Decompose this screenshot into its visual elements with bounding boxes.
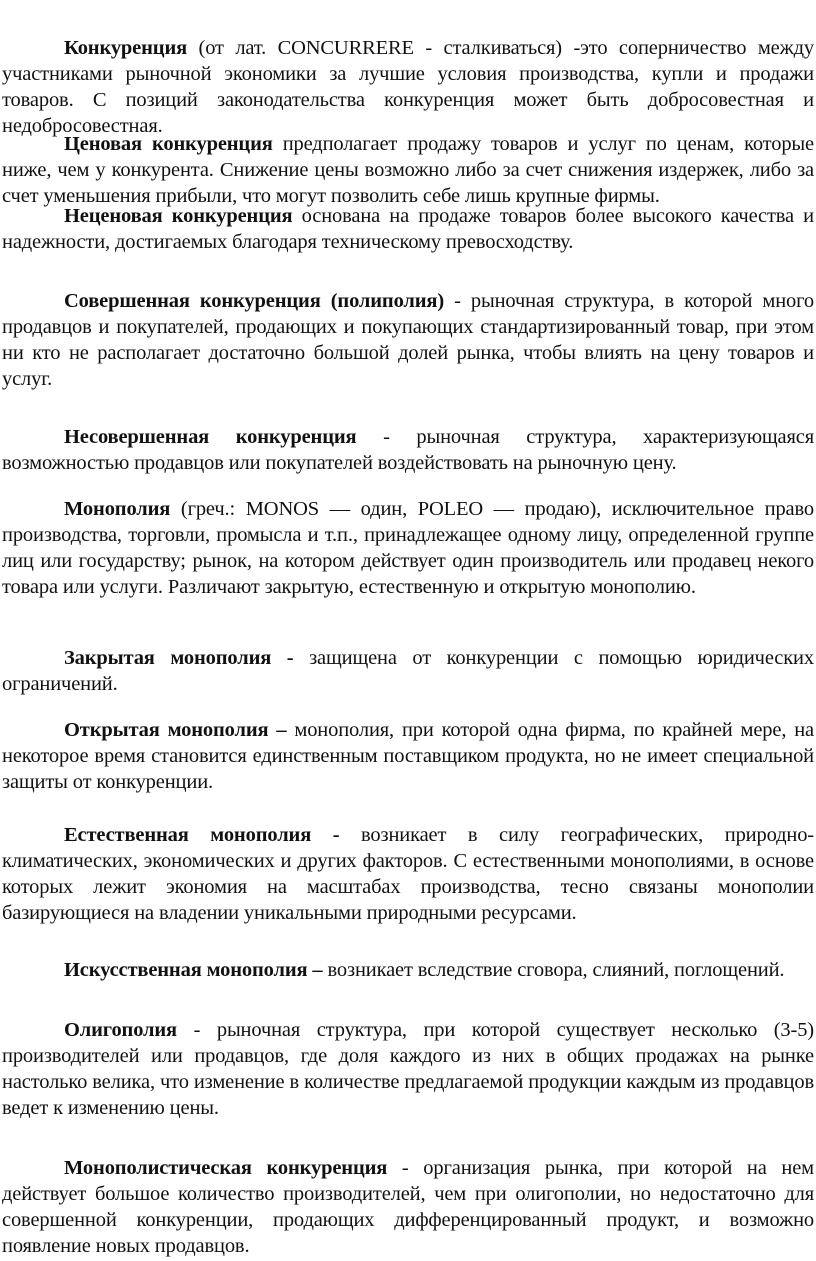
term-competition: Конкуренция — [64, 37, 188, 59]
term-monopoly: Монополия — [64, 498, 171, 520]
term-imperfect-competition: Несовершенная конкуренция — [64, 426, 357, 448]
paragraph-artificial-monopoly — [2, 957, 814, 983]
term-perfect-competition: Совершенная конкуренция (полиполия) — [64, 290, 445, 312]
paragraph-competition — [2, 35, 814, 139]
paragraph-closed-monopoly — [2, 645, 814, 697]
definition-monopoly: (греч.: MONOS — один, POLEO — продаю), исключительное право производства, торговли, промысла и т.п., принадлежащее одному лицу, определенной группе лиц или государству; рынок, на котором действует один производитель или продавец некого товара или услуги. Различают закрытую, естественную и открытую монополию. — [2, 498, 814, 598]
paragraph-natural-monopoly — [2, 822, 814, 926]
definition-oligopoly: - рыночная структура, при которой существует несколько (3-5) производителей или продавцов, где доля каждого из них в общих продажах на рынке настолько велика, что изменение в количестве предлагаемой продукции каждым из продавцов ведет к изменению цены. — [2, 1019, 814, 1119]
paragraph-oligopoly — [2, 1017, 814, 1121]
paragraph-monopoly — [2, 496, 814, 600]
definition-price-competition: предполагает продажу товаров и услуг по ценам, которые ниже, чем у конкурента. Снижение цены возможно либо за счет снижения издержек, либо за счет уменьшения прибыли, что могут позволить себе лишь крупные фирмы. — [2, 133, 814, 207]
paragraph-open-monopoly — [2, 717, 814, 795]
term-price-competition: Ценовая конкуренция — [64, 133, 273, 155]
paragraph-price-competition — [2, 131, 814, 209]
term-natural-monopoly: Естественная монополия - — [64, 824, 340, 846]
definition-natural-monopoly: возникает в силу географических, природно-климатических, экономических и других факторов. С естественными монополиями, в основе которых лежит экономия на масштабах производства, тесно связаны монополии базирующиеся на владении уникальными природными ресурсами. — [2, 824, 814, 924]
definition-imperfect-competition: - рыночная структура, характеризующаяся возможностью продавцов или покупателей воздействовать на рыночную цену. — [2, 426, 814, 474]
definition-artificial-monopoly: возникает вследствие сговора, слияний, поглощений. — [322, 959, 785, 981]
paragraph-non-price-competition — [2, 203, 814, 255]
definition-monopolistic-competition: - организация рынка, при которой на нем действует большое количество производителей, чем при олигополии, но недостаточно для совершенной конкуренции, продающих дифференцированный продукт, и возможно появление новых продавцов. — [2, 1157, 814, 1257]
paragraph-imperfect-competition — [2, 424, 814, 476]
paragraph-perfect-competition — [2, 288, 814, 392]
definition-non-price-competition: основана на продаже товаров более высокого качества и надежности, достигаемых благодаря техническому превосходству. — [2, 205, 814, 253]
definition-competition: (от лат. CONCURRERE - сталкиваться) -это соперничество между участниками рыночной экономики за лучшие условия производства, купли и продажи товаров. С позиций законодательства конкуренция может быть добросовестная и недобросовестная. — [2, 37, 814, 137]
definition-perfect-competition: - рыночная структура, в которой много продавцов и покупателей, продающих и покупающих стандартизированный товар, при этом ни кто не располагает достаточно большой долей рынка, чтобы влиять на цену товаров и услуг. — [2, 290, 814, 390]
term-artificial-monopoly: Искусственная монополия – — [64, 959, 323, 981]
term-closed-monopoly: Закрытая монополия - — [64, 647, 294, 669]
term-monopolistic-competition: Монополистическая конкуренция — [64, 1157, 388, 1179]
term-oligopoly: Олигополия — [64, 1019, 178, 1041]
definition-open-monopoly: монополия, при которой одна фирма, по крайней мере, на некоторое время становится единственным поставщиком продукта, но не имеет специальной защиты от конкуренции. — [2, 719, 814, 793]
term-open-monopoly: Открытая монополия – — [64, 719, 287, 741]
term-non-price-competition: Неценовая конкуренция — [64, 205, 293, 227]
definition-closed-monopoly: защищена от конкуренции с помощью юридических ограничений. — [2, 647, 814, 695]
paragraph-monopolistic-competition — [2, 1155, 814, 1259]
